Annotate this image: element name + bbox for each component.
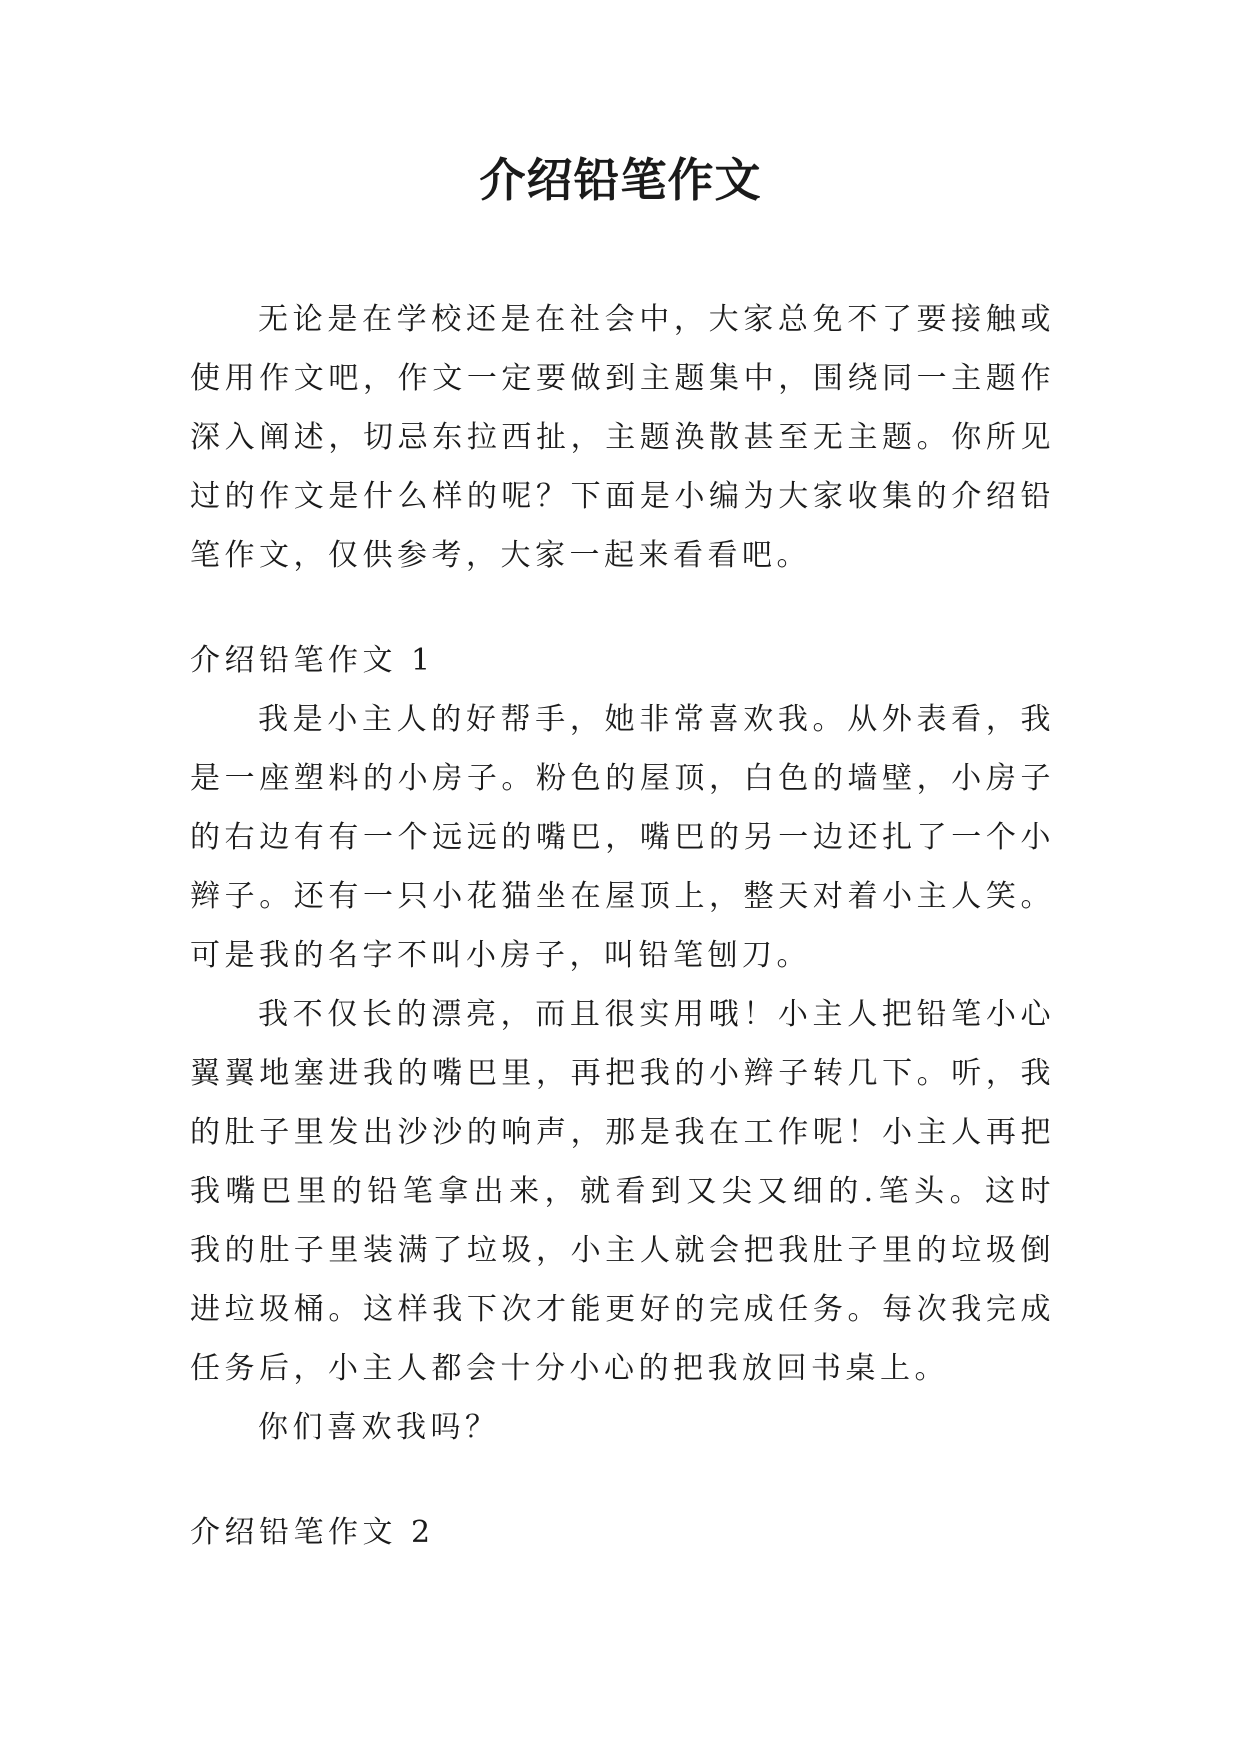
section-1-paragraph-3: 你们喜欢我吗？ bbox=[258, 1410, 500, 1445]
section-heading-1: 介绍铅笔作文 1 bbox=[190, 643, 435, 678]
section-1-paragraph-2: 我不仅长的漂亮，而且很实用哦！小主人把铅笔小心翼翼地塞进我的嘴巴里，再把我的小辫子转几下。听，我的肚子里发出沙沙的响声，那是我在工作呢！小主人再把我嘴巴里的铅笔拿出来，就看到又尖又细的.笔头。这时我的肚子里装满了垃圾，小主人就会把我肚子里的垃圾倒进垃圾桶。这样我下次才能更好的完成任务。每次我完成任务后，小主人都会十分小心的把我放回书桌上。 bbox=[190, 997, 1055, 1386]
intro-paragraph: 无论是在学校还是在社会中，大家总免不了要接触或使用作文吧，作文一定要做到主题集中，围绕同一主题作深入阐述，切忌东拉西扯，主题涣散甚至无主题。你所见过的作文是什么样的呢？下面是小编为大家收集的介绍铅笔作文，仅供参考，大家一起来看看吧。 bbox=[190, 302, 1055, 573]
document-title: 介绍铅笔作文 bbox=[479, 153, 762, 207]
section-spacer bbox=[190, 1457, 1055, 1503]
section-spacer bbox=[190, 585, 1055, 631]
document-body bbox=[190, 290, 1055, 1562]
section-1-paragraph-1: 我是小主人的好帮手，她非常喜欢我。从外表看，我是一座塑料的小房子。粉色的屋顶，白色的墙壁，小房子的右边有有一个远远的嘴巴，嘴巴的另一边还扎了一个小辫子。还有一只小花猫坐在屋顶上，整天对着小主人笑。可是我的名字不叫小房子，叫铅笔刨刀。 bbox=[190, 702, 1055, 973]
section-heading-2: 介绍铅笔作文 2 bbox=[190, 1515, 435, 1550]
